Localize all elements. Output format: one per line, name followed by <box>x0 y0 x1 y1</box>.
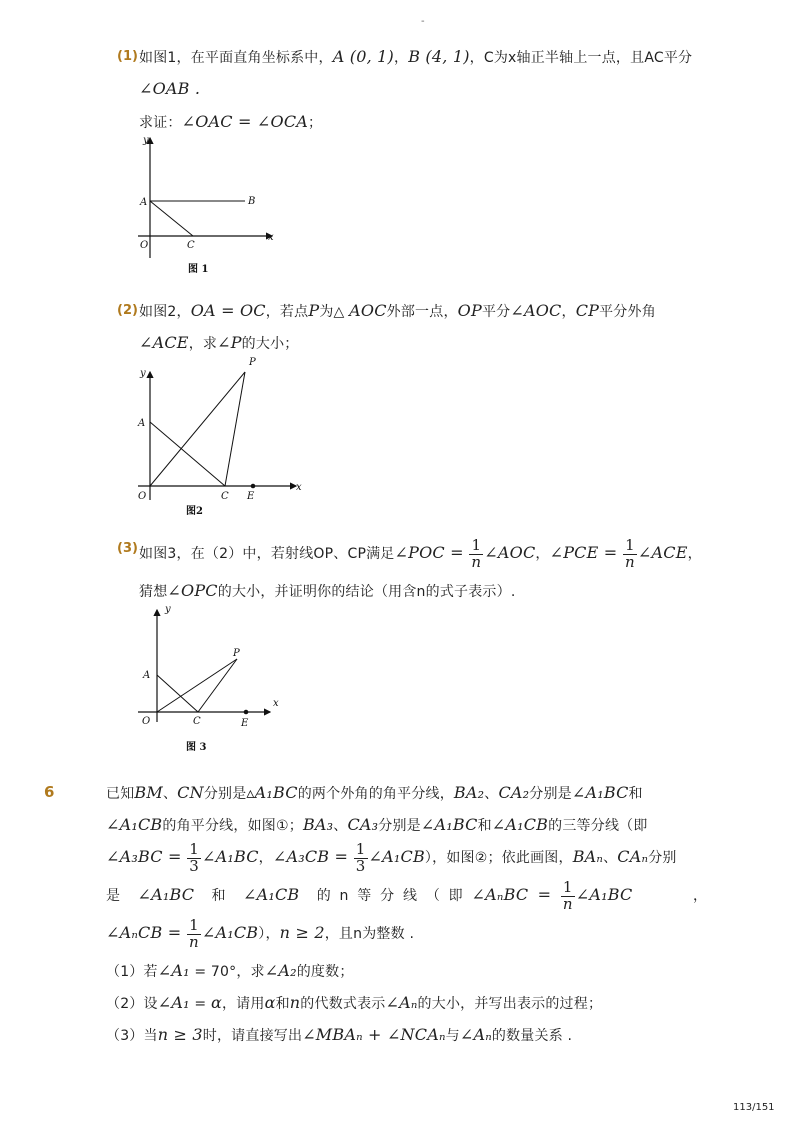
label-o: O <box>140 240 149 251</box>
q6-line2: ∠A₁CB的角平分线，如图①；BA₃、CA₃分别是∠A₁BC和∠A₁CB的三等分线（即 <box>106 815 648 834</box>
part3-number: (3) <box>117 541 138 556</box>
point-e <box>251 484 256 489</box>
top-mark: - <box>421 16 425 27</box>
part3-line1: 如图3，在（2）中，若射线OP、CP满足∠POC = $\frac{1}{n}$ ∠AOC，∠PCE = $\frac{1}{n}$ ∠ACE， <box>139 535 702 571</box>
segment-op <box>150 372 245 486</box>
figure-2 <box>128 352 308 522</box>
label-b: B <box>248 196 256 207</box>
question-6-number: 6 <box>44 783 55 801</box>
label-y: y <box>165 604 171 615</box>
part1-prove: 求证：∠OAC = ∠OCA； <box>139 112 323 131</box>
label-e: E <box>241 718 249 729</box>
part3-line2: 猜想∠OPC的大小，并证明你的结论（用含n的式子表示）. <box>139 581 516 600</box>
label-y: y <box>140 368 146 379</box>
label-x: x <box>273 698 279 709</box>
q6-line3: ∠A₃BC = $\frac{1}{3}$ ∠A₁BC，∠A₃CB = $\frac{1}{3}$ ∠A₁CB），如图②；依此画图，BAₙ、CAₙ分别 <box>106 839 677 875</box>
segment-cp <box>198 659 237 712</box>
figure-3-caption: 图 3 <box>186 742 207 753</box>
segment-ac <box>150 201 193 236</box>
segment-ac <box>157 675 198 712</box>
label-a: A <box>143 670 151 681</box>
label-e: E <box>247 491 255 502</box>
part2-number: (2) <box>117 303 138 318</box>
figure-1 <box>130 130 290 280</box>
figure-1-caption: 图 1 <box>188 264 209 275</box>
label-a: A <box>138 418 146 429</box>
q6-sub2: （2）设∠A₁ = α，请用α和n的代数式表示∠Aₙ的大小，并写出表示的过程； <box>106 993 603 1012</box>
part1-number: (1) <box>117 49 138 64</box>
point-e <box>244 710 249 715</box>
part1-line2: ∠OAB . <box>139 79 201 98</box>
label-x: x <box>296 482 302 493</box>
label-p: P <box>233 648 240 659</box>
part1-line1: 如图1，在平面直角坐标系中，A (0, 1)，B (4, 1)，C为x轴正半轴上一点，且AC平分 <box>139 47 693 66</box>
q6-line4: 是 ∠A₁BC 和 ∠A₁CB 的 n 等 分 线 （ 即 ∠AₙBC = $\frac{1}{n}$ ∠A₁BC ， <box>106 877 708 913</box>
label-c: C <box>221 491 229 502</box>
label-y: y <box>143 135 149 146</box>
q6-sub3: （3）当n ≥ 3时，请直接写出∠MBAₙ + ∠NCAₙ与∠Aₙ的数量关系 . <box>106 1025 573 1044</box>
q6-sub1: （1）若∠A₁ = 70°，求∠A₂的度数； <box>106 961 354 980</box>
label-x: x <box>268 232 274 243</box>
label-c: C <box>193 716 201 727</box>
part2-line1: 如图2，OA = OC，若点P为△ AOC外部一点，OP平分∠AOC，CP平分外角 <box>139 301 656 320</box>
q6-line5: ∠AₙCB = $\frac{1}{n}$ ∠A₁CB），n ≥ 2，且n为整数 . <box>106 915 415 951</box>
label-o: O <box>138 491 147 502</box>
figure-3 <box>130 600 290 760</box>
page-number: 113/151 <box>733 1102 775 1113</box>
segment-ac <box>150 422 225 486</box>
figure-2-caption: 图2 <box>186 506 203 517</box>
label-a: A <box>140 197 148 208</box>
label-o: O <box>142 716 151 727</box>
part2-line2: ∠ACE，求∠P的大小； <box>139 333 299 352</box>
label-c: C <box>187 240 195 251</box>
label-p: P <box>249 357 256 368</box>
segment-cp <box>225 372 245 486</box>
q6-line1: 已知BM、CN分别是▵A₁BC的两个外角的角平分线，BA₂、CA₂分别是∠A₁BC和 <box>106 783 643 802</box>
